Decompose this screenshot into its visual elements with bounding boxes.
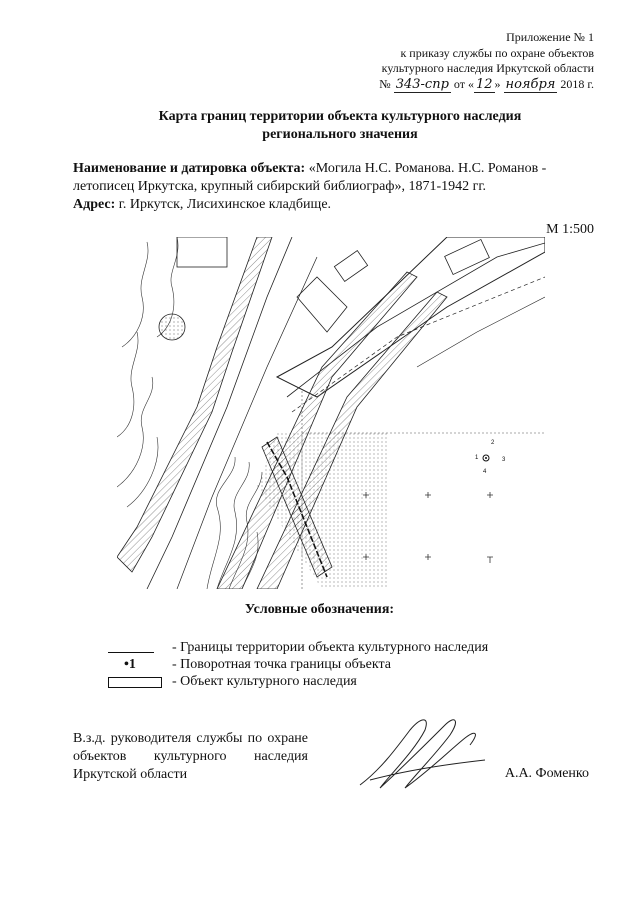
appendix-line-2: к приказу службы по охране объектов [400, 45, 594, 60]
legend-item-boundary: - Границы территории объекта культурного наследия [172, 640, 489, 655]
legend-item-heritage: - Объект культурного наследия [172, 674, 357, 689]
appendix-block [294, 30, 594, 93]
quote-close: » [494, 76, 501, 91]
object-description [73, 160, 603, 214]
circle-feature [159, 314, 185, 340]
legend-line-symbol [108, 652, 154, 653]
order-month: ноября [505, 76, 556, 92]
legend-title: Условные обозначения: [244, 602, 395, 617]
appendix-number-line [294, 77, 594, 94]
from-text: от « [453, 76, 474, 91]
point-label-4: 4 [483, 469, 487, 475]
address-label: Адрес: [73, 197, 116, 212]
order-number: 343-спр [395, 76, 449, 92]
appendix-line-3: культурного наследия Иркутской области [381, 61, 594, 75]
object-address [73, 196, 603, 214]
name-value: «Могила Н.С. Романова. Н.С. Романов - летописец Иркутска, крупный сибирский библиограф», 1871-1942 гг. [73, 161, 547, 194]
address-value: г. Иркутск, Лисихинское кладбище. [118, 197, 332, 212]
document-title [60, 108, 620, 144]
signer-position: В.з.д. руководителя службы по охране объектов культурного наследия Иркутской области [73, 731, 308, 782]
signer-name: А.А. Фоменко [504, 766, 589, 781]
title-line-2: регионального значения [262, 127, 418, 142]
point-label-3: 3 [502, 457, 506, 463]
order-day: 12 [476, 76, 493, 92]
point-label-1: 1 [475, 455, 479, 461]
name-label: Наименование и датировка объекта: [73, 161, 306, 176]
object-name [73, 160, 603, 196]
order-year: 2018 г. [560, 76, 594, 91]
boundary-map [117, 237, 545, 589]
title-line-1: Карта границ территории объекта культурного наследия [158, 109, 522, 124]
handwritten-signature [350, 710, 490, 795]
legend-point-symbol: •1 [124, 657, 136, 672]
point-label-2: 2 [491, 440, 495, 446]
appendix-line-1: Приложение № 1 [506, 30, 594, 44]
legend-rect-symbol [108, 677, 162, 688]
number-prefix: № [379, 76, 391, 91]
map-scale: М 1:500 [546, 222, 594, 237]
legend-item-turn-point: - Поворотная точка границы объекта [172, 657, 391, 672]
